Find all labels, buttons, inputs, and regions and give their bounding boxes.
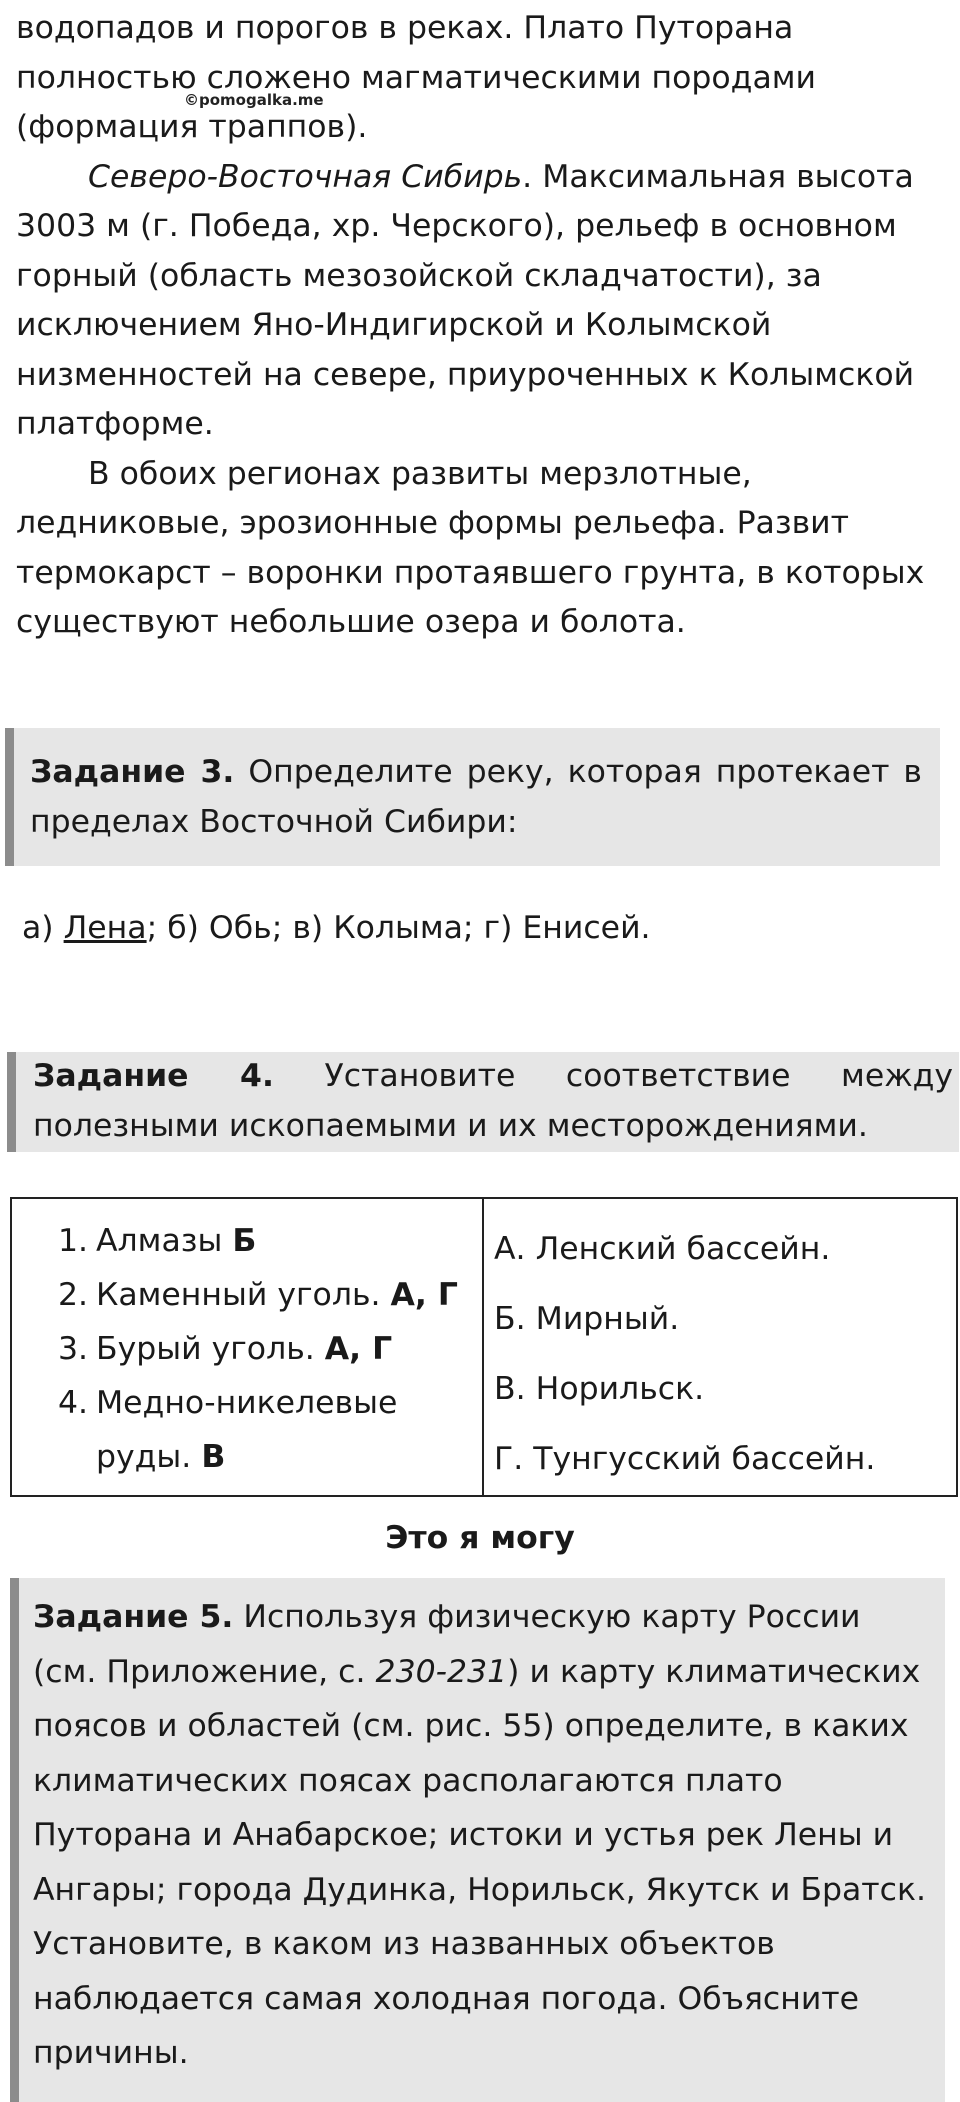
task4-box [7,1052,959,1152]
intro-text [16,4,946,648]
match-answer: А, Г [390,1277,458,1313]
task3-text [30,748,922,847]
minerals-column [12,1199,484,1495]
paragraph-northeast-siberia [16,153,946,450]
deposit-item: Б. Мирный. [494,1301,680,1337]
minerals-list [12,1214,482,1484]
section-heading: Это я могу [385,1520,575,1556]
list-item: 4. Медно-никелевые руды. В [58,1385,398,1475]
paragraph-relief-forms: В обоих регионах развиты мерзлотные, ледниковые, эрозионные формы рельефа. Развит термокарст – воронки протаявшего грунта, в которых существуют небольшие озера и болота. [16,455,925,640]
region-name: Северо-Восточная Сибирь [88,158,523,195]
match-answer: В [201,1439,226,1475]
task3-answer [22,904,651,954]
deposit-item: Г. Тунгусский бассейн. [494,1441,876,1477]
deposits-column [484,1199,956,1495]
match-answer: А, Г [324,1331,393,1367]
list-item: 1. Алмазы Б [58,1223,257,1259]
task5-text-part2: ) и карту климатических поясов и областей (см. рис. 55) определите, в каких климатических поясах располагаются плато Путорана и Анабарское; истоки и устья рек Лены и Ангары; города Дудинка, Норильск, Якутск и Братск. Установите, в каком из названных объектов наблюдается самая холодная погода. Объясните причины. [33,1653,926,2071]
task3-box [5,728,940,866]
task4-text [33,1052,953,1151]
answer-option-a-prefix: а) [22,910,64,946]
task3-question: Определите реку, которая протекает в пределах Восточной Сибири: [30,754,922,840]
task5-text-part1: Используя физическую карту России (см. Приложение, с. [33,1599,861,1690]
task4-label: Задание 4. [33,1058,274,1094]
task5-label: Задание 5. [33,1599,234,1635]
region-description: . Максимальная высота 3003 м (г. Победа, хр. Черского), рельеф в основном горный (область мезозойской складчатости), за исключением Яно-Индигирской и Колымской низменностей на севере, приуроченных к Колымской платформе. [16,158,915,442]
task5-text [33,1590,931,2081]
deposit-item: В. Норильск. [494,1371,705,1407]
task3-label: Задание 3. [30,754,235,790]
task5-pages: 230-231 [375,1653,508,1690]
list-item: 2. Каменный уголь. А, Г [58,1277,458,1313]
deposit-item: А. Ленский бассейн. [494,1231,831,1267]
answer-other-options: ; б) Обь; в) Колыма; г) Енисей. [146,910,651,946]
correct-answer: Лена [63,910,147,946]
task5-box [10,1578,945,2102]
watermark: ©pomogalka.me [184,91,324,109]
match-answer: Б [232,1223,257,1259]
matching-table [10,1197,958,1497]
paragraph-putorana: водопадов и порогов в реках. Плато Путорана полностью сложено магматическими породами (формация траппов). [16,10,817,145]
task4-question: Установите соответствие между полезными ископаемыми и их месторождениями. [33,1058,954,1144]
list-item: 3. Бурый уголь. А, Г [58,1331,393,1367]
